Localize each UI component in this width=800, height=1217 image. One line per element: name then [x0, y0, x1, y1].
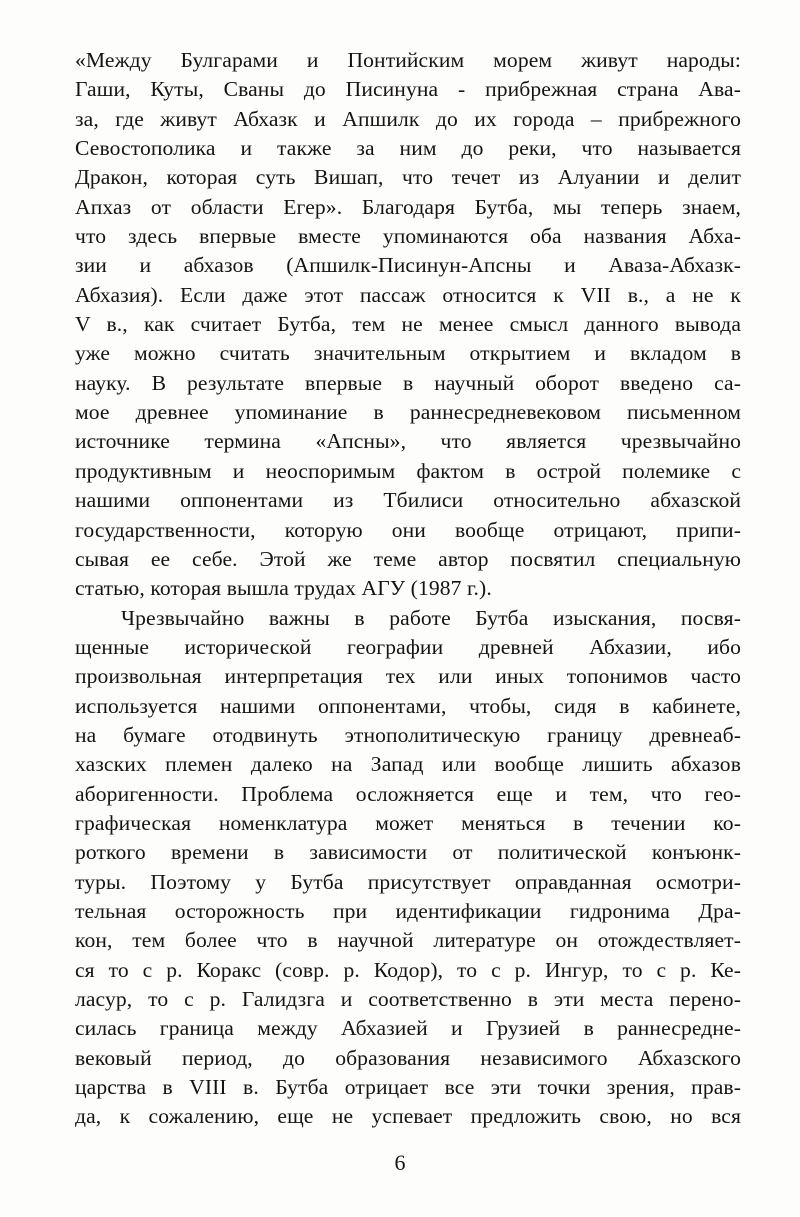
paragraph [75, 604, 741, 1132]
text-line: произвольная интерпретация тех или иных топонимов часто [75, 664, 741, 689]
text-line: источнике термина «Апсны», что является чрезвычайно [75, 429, 741, 454]
text-line: да, к сожалению, еще не успевает предложить свою, но вся [75, 1104, 741, 1129]
text-line: Абхазия). Если даже этот пассаж относится к VII в., а не к [75, 282, 741, 307]
text-line: что здесь впервые вместе упоминаются оба названия Абха- [75, 224, 741, 249]
text-line: государственности, которую они вообще отрицают, припи- [75, 517, 741, 542]
text-line: продуктивным и неоспоримым фактом в острой полемике с [75, 458, 741, 483]
text-line: кон, тем более что в научной литературе он отождествляет- [75, 928, 741, 953]
paragraph [75, 46, 741, 604]
text-line: науку. В результате впервые в научный оборот введено са- [75, 370, 741, 395]
text-line: Севостополика и также за ним до реки, что называется [75, 136, 741, 161]
text-line: используется нашими оппонентами, чтобы, сидя в кабинете, [75, 693, 741, 718]
text-line: Дракон, которая суть Вишап, что течет из Алуании и делит [75, 165, 741, 190]
text-line: ся то с р. Коракс (совр. р. Кодор), то с р. Ингур, то с р. Ке- [75, 957, 741, 982]
text-line: за, где живут Абхазк и Апшилк до их города – прибрежного [75, 106, 741, 131]
text-line: Чрезвычайно важны в работе Бутба изыскания, посвя- [121, 605, 741, 630]
text-line: «Между Булгарами и Понтийским морем живут народы: [75, 48, 741, 72]
text-line: царства в VIII в. Бутба отрицает все эти точки зрения, прав- [75, 1075, 741, 1100]
text-line: хазских племен далеко на Запад или вообще лишить абхазов [75, 752, 741, 777]
text-line: нашими оппонентами из Тбилиси относительно абхазской [75, 488, 741, 513]
text-line: статью, которая вышла трудах АГУ (1987 г.). [75, 576, 492, 601]
text-line: на бумаге отодвинуть этнополитическую границу древнеаб- [75, 722, 741, 747]
text-line: графическая номенклатура может меняться в течении ко- [75, 810, 741, 835]
text-line: тельная осторожность при идентификации гидронима Дра- [75, 898, 741, 923]
text-line: щенные исторической географии древней Абхазии, ибо [75, 634, 741, 659]
text-block [75, 46, 741, 1132]
text-line: туры. Поэтому у Бутба присутствует оправданная осмотри- [75, 869, 741, 894]
text-line: роткого времени в зависимости от политической конъюнк- [75, 840, 741, 865]
text-line: Гаши, Куты, Сваны до Писинуна - прибрежная страна Ава- [75, 77, 741, 102]
page-number: 6 [394, 1150, 406, 1175]
text-line: Апхаз от области Егер». Благодаря Бутба, мы теперь знаем, [75, 194, 741, 219]
text-line: зии и абхазов (Апшилк-Писинун-Апсны и Аваза-Абхазк- [75, 253, 741, 278]
text-line: ласур, то с р. Галидзга и соответственно в эти места перено- [75, 987, 741, 1011]
text-line: мое древнее упоминание в раннесредневековом письменном [75, 400, 741, 425]
text-line: аборигенности. Проблема осложняется еще и тем, что гео- [75, 781, 741, 806]
text-line: V в., как считает Бутба, тем не менее смысл данного вывода [75, 312, 741, 337]
text-line: силась граница между Абхазией и Грузией в раннесредне- [75, 1016, 741, 1041]
text-line: уже можно считать значительным открытием и вкладом в [75, 341, 741, 366]
text-line: вековый период, до образования независимого Абхазского [75, 1045, 741, 1070]
text-line: сывая ее себе. Этой же теме автор посвятил специальную [75, 546, 741, 571]
